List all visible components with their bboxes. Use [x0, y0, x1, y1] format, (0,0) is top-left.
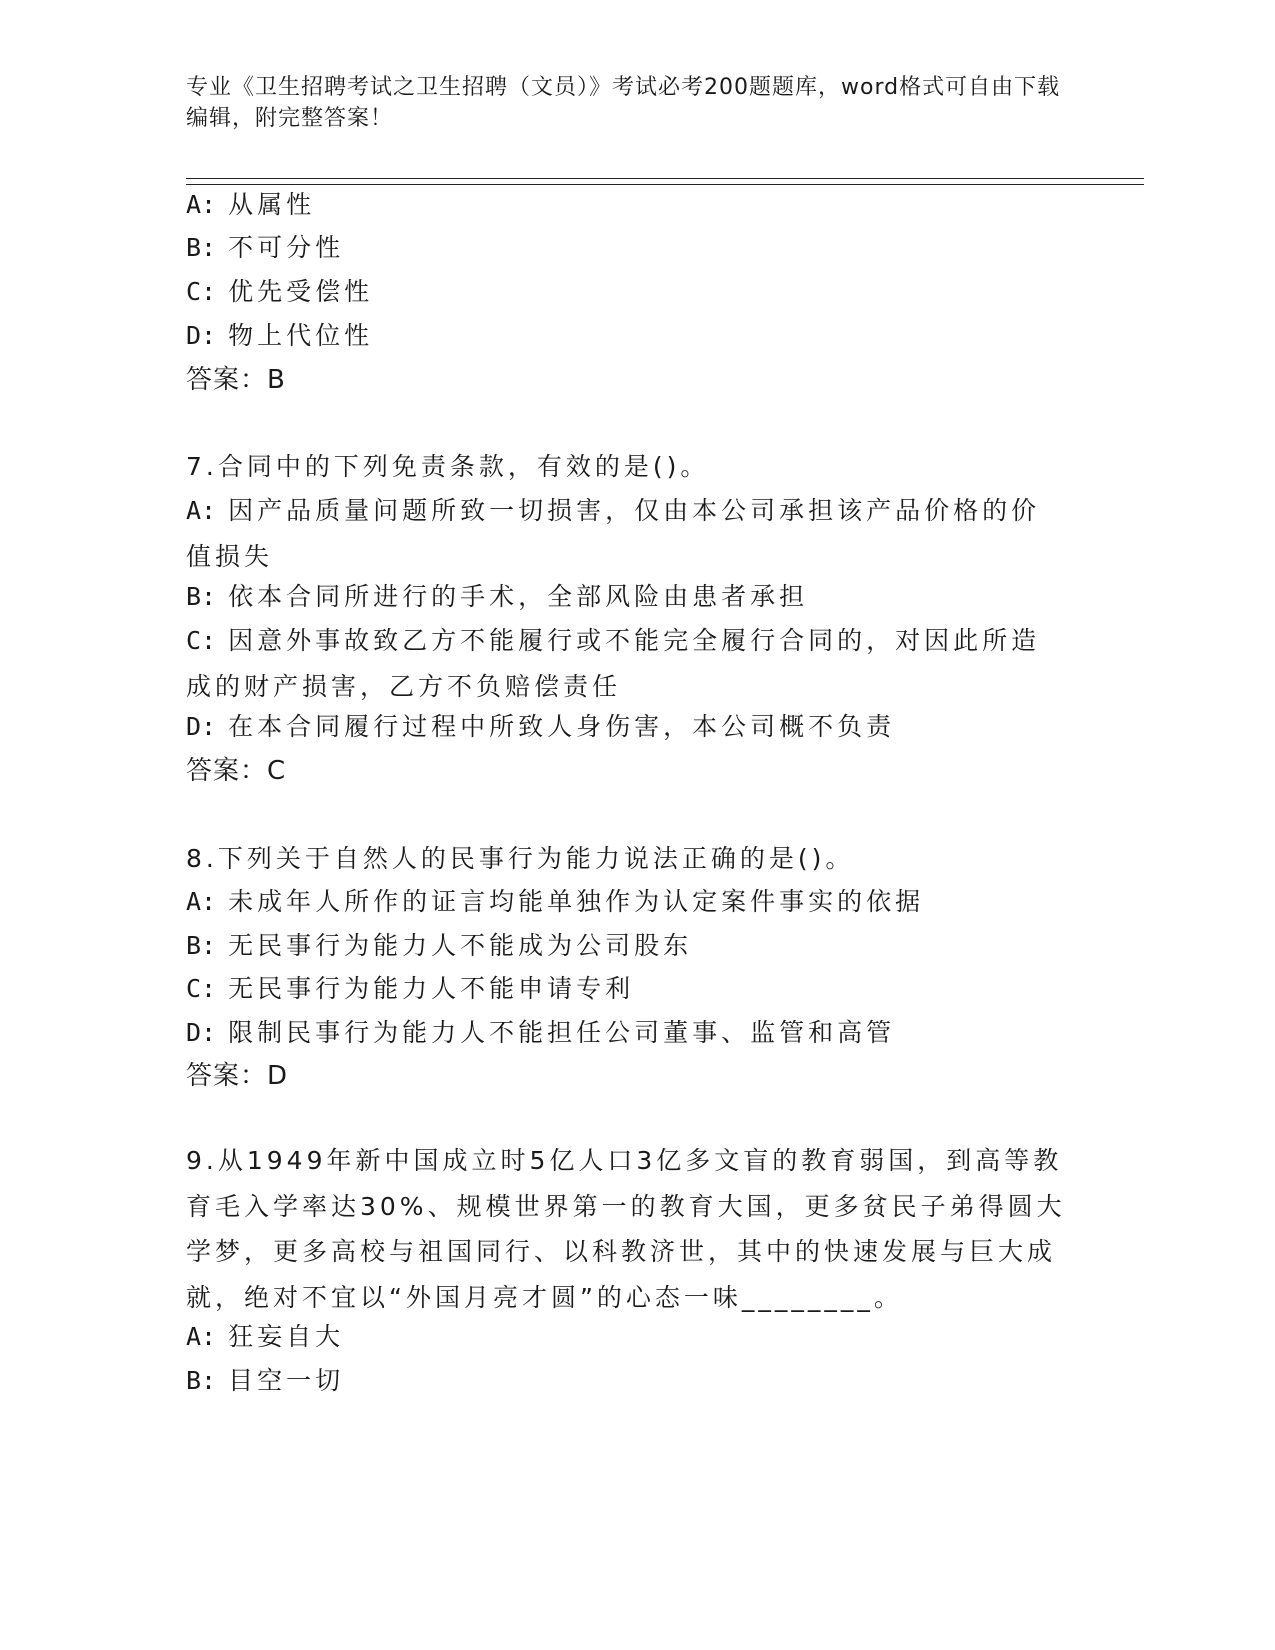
- option-c: C: 优先受偿性: [186, 277, 374, 306]
- option-b: B: 不可分性: [186, 233, 345, 262]
- q8-answer: 答案：D: [186, 1061, 289, 1091]
- q8-option-b: B: 无民事行为能力人不能成为公司股东: [186, 931, 693, 960]
- q9-option-b: B: 目空一切: [186, 1366, 345, 1395]
- q8-option-a: A: 未成年人所作的证言均能单独作为认定案件事实的依据: [186, 887, 925, 916]
- question-8-stem: 8.下列关于自然人的民事行为能力说法正确的是()。: [186, 844, 855, 873]
- question-7-stem: 7.合同中的下列免责条款，有效的是()。: [186, 452, 710, 481]
- q7-option-c: C: 因意外事故致乙方不能履行或不能完全履行合同的，对因此所造成的财产损害，乙方不负赔偿责任: [186, 626, 1041, 701]
- q8-option-c: C: 无民事行为能力人不能申请专利: [186, 974, 635, 1003]
- header-rule-top: [186, 178, 1144, 179]
- option-a: A: 从属性: [186, 190, 316, 219]
- q7-option-a: A: 因产品质量问题所致一切损害，仅由本公司承担该产品价格的价值损失: [186, 496, 1041, 571]
- q7-option-d: D: 在本合同履行过程中所致人身伤害，本公司概不负责: [186, 712, 896, 741]
- answer-line: 答案：B: [186, 365, 286, 395]
- q9-option-a: A: 狂妄自大: [186, 1322, 345, 1351]
- q7-option-b: B: 依本合同所进行的手术，全部风险由患者承担: [186, 582, 809, 611]
- option-d: D: 物上代位性: [186, 321, 374, 350]
- header-rule-bottom: [186, 184, 1144, 185]
- document-header: 专业《卫生招聘考试之卫生招聘（文员）》考试必考200题题库，word格式可自由下载编辑，附完整答案！: [186, 75, 1061, 131]
- q7-answer: 答案：C: [186, 756, 287, 786]
- question-9-stem: 9.从1949年新中国成立时5亿人口3亿多文盲的教育弱国，到高等教育毛入学率达30%、规模世界第一的教育大国，更多贫民子弟得圆大学梦，更多高校与祖国同行、以科教济世，其中的快速发展与巨大成就，绝对不宜以“外国月亮才圆”的心态一味________。: [186, 1146, 1066, 1312]
- q8-option-d: D: 限制民事行为能力人不能担任公司董事、监管和高管: [186, 1018, 896, 1047]
